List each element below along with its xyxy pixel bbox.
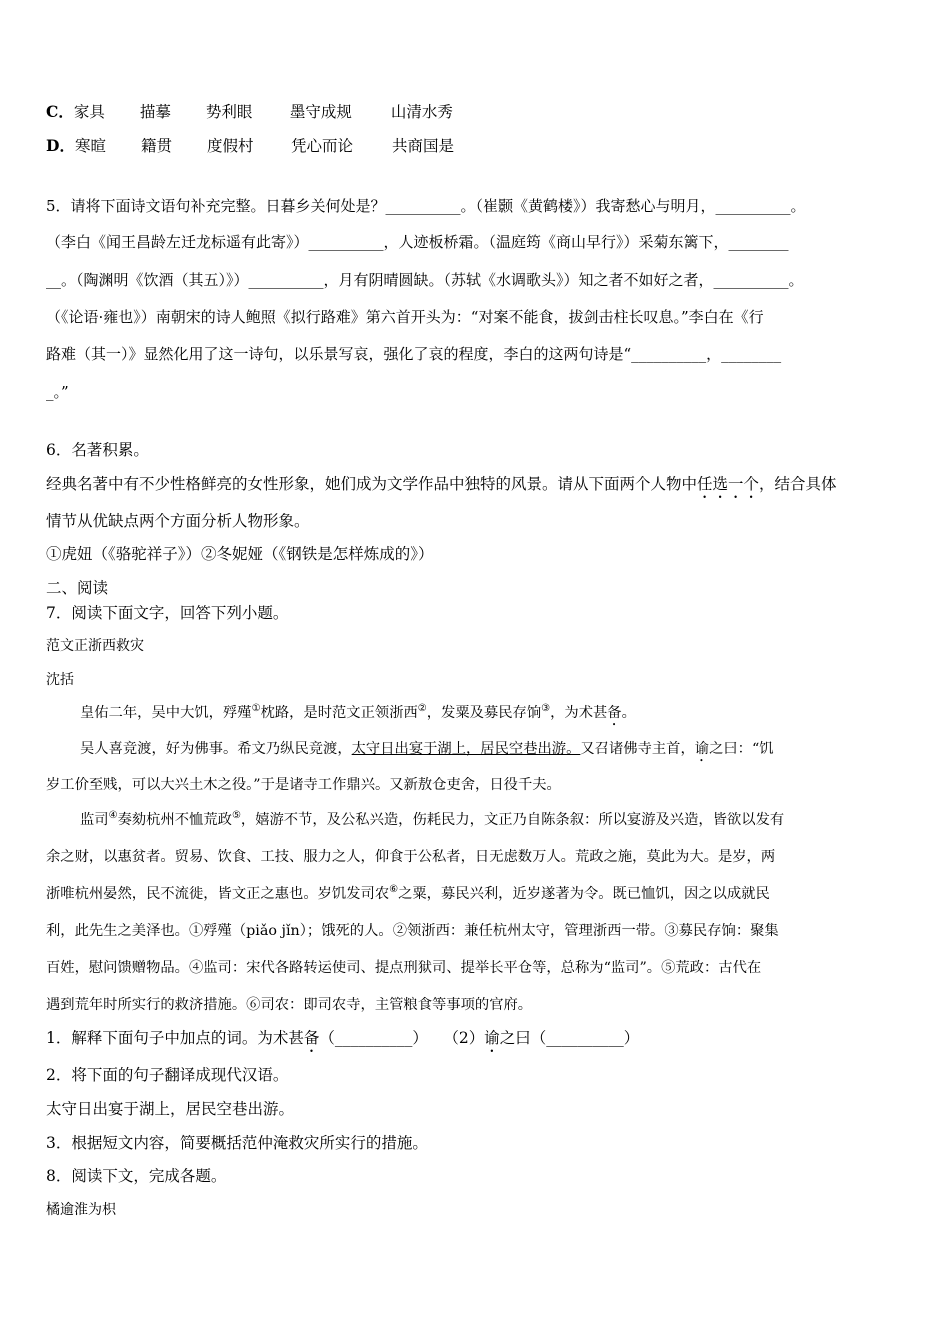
text-segment: 监司 [80, 812, 109, 828]
passage-author: 沈括 [46, 672, 74, 688]
text-segment: 又召诸佛寺主首， [580, 741, 695, 757]
passage-paragraph [80, 739, 774, 765]
passage-paragraph [80, 703, 636, 729]
q5-line: （《论语·雍也》）南朝宋的诗人鲍照《拟行路难》第六首开头为：“对案不能食，拔剑击柱长叹息。”李白在《行 [46, 308, 764, 326]
footnote-marker: ① [251, 703, 261, 715]
section-heading: 二、阅读 [46, 579, 109, 597]
footnote-marker: ② [417, 703, 427, 715]
q6-text-segment: ，结合具体 [759, 475, 837, 493]
q6-choices: ①虎妞（《骆驼祥子》）②冬妮娅（《钢铁是怎样炼成的》） [46, 545, 434, 563]
q6-text-segment: 经典名著中有不少性格鲜亮的女性形象，她们成为文学作品中独特的风景。请从下面两个人物中 [46, 475, 698, 493]
q5-line: __。（陶渊明《饮酒（其五）》）__________，月有阴晴圆缺。（苏轼《水调歌头》）知之者不如好之者，__________。 [46, 271, 804, 289]
option-c-item: 势利眼 [205, 103, 253, 121]
option-c-label: C． [46, 102, 74, 121]
text-segment: 之粟，募民兴利，近岁遂著为令。既已恤饥，因之以成就民 [398, 886, 770, 902]
q8-title: 8．阅读下文，完成各题。 [46, 1167, 227, 1185]
q5-line: 路难（其一）》显然化用了这一诗句，以乐景写哀，强化了哀的程度，李白的这两句诗是“__________，________ [46, 345, 782, 363]
option-d-item: 寒暄 [74, 137, 106, 155]
text-segment: 枕路，是时范文正领浙西 [260, 705, 418, 721]
passage-line: 百姓，慰问馈赠物品。④监司：宋代各路转运使司、提点刑狱司、提举长平仓等，总称为“监司”。⑤荒政：古代在 [46, 960, 762, 976]
sub-question: 2．将下面的句子翻译成现代汉语。 [46, 1066, 289, 1084]
sub-question: 3．根据短文内容，简要概括范仲淹救灾所实行的措施。 [46, 1134, 428, 1152]
option-c-item: 家具 [73, 103, 105, 121]
underlined-sentence: 太守日出宴于湖上，居民空巷出游。 [351, 741, 581, 757]
passage-title: 橘逾淮为枳 [46, 1202, 116, 1218]
option-d-label: D． [46, 136, 75, 155]
q7-title: 7．阅读下面文字，回答下列小题。 [46, 604, 289, 622]
text-segment: ，发粟及募民存饷 [426, 705, 542, 721]
text-segment: 之曰：“饥 [709, 741, 774, 757]
q6-dotted-text: 任选一个 [697, 475, 760, 493]
option-c-item: 山清水秀 [390, 103, 453, 121]
text-segment: ，为术甚 [550, 705, 608, 721]
text-segment: 吴人喜竞渡，好为佛事。希文乃纵民竞渡， [80, 741, 352, 757]
passage-title: 范文正浙西救灾 [46, 638, 144, 654]
q6-text: 情节从优缺点两个方面分析人物形象。 [46, 512, 310, 530]
dotted-word: 备 [303, 1029, 320, 1047]
passage-paragraph [80, 810, 784, 830]
option-d-item: 共商国是 [391, 137, 454, 155]
sub-question [46, 1028, 639, 1056]
text-segment: 奏劾杭州不恤荒政 [117, 812, 232, 828]
dotted-word: 谕 [694, 741, 710, 757]
option-c-item: 墨守成规 [289, 103, 352, 121]
passage-line: 利，此先生之美泽也。①殍殣（piǎo jǐn）；饿死的人。②领浙西：兼任杭州太守，管理浙西一带。③募民存饷：聚集 [46, 923, 779, 939]
passage-line: 余之财，以惠贫者。贸易、饮食、工技、服力之人，仰食于公私者，日无虑数万人。荒政之施，莫此为大。是岁，两 [46, 849, 776, 865]
text-segment: 浙唯杭州晏然，民不流徙，皆文正之惠也。岁饥发司农 [46, 886, 390, 902]
q5-line: _。” [46, 383, 69, 401]
passage-line [46, 884, 770, 904]
footnote-marker: ③ [541, 703, 551, 715]
option-c-row [46, 102, 453, 122]
q6-text [46, 474, 837, 502]
translation-sentence: 太守日出宴于湖上，居民空巷出游。 [46, 1100, 295, 1118]
option-d-row [46, 136, 454, 156]
text-segment: 。 [621, 705, 636, 721]
text-segment: 1．解释下面句子中加点的词。为术甚 [46, 1029, 304, 1047]
passage-line: 遇到荒年时所实行的救济措施。⑥司农：即司农寺，主管粮食等事项的官府。 [46, 997, 533, 1013]
q5-line: （李白《闻王昌龄左迁龙标遥有此寄》）__________，人迹板桥霜。（温庭筠《商山早行》）采菊东篱下，________ [46, 233, 789, 251]
option-c-item: 描摹 [139, 103, 171, 121]
dotted-word: 备 [607, 705, 622, 721]
footnote-marker: ④ [108, 810, 118, 822]
passage-line: 岁工价至贱，可以大兴土木之役。”于是诸寺工作鼎兴。又新敖仓吏舍，日役千夫。 [46, 777, 561, 793]
footnote-marker: ⑥ [389, 884, 399, 896]
option-d-item: 凭心而论 [290, 137, 353, 155]
option-d-item: 度假村 [206, 137, 254, 155]
dotted-word: 谕 [484, 1029, 500, 1047]
text-segment: 皇佑二年，吴中大饥，殍殣 [80, 705, 252, 721]
text-segment: 之曰（__________） [499, 1029, 640, 1047]
text-segment: （__________） （2） [319, 1029, 485, 1047]
option-d-item: 籍贯 [140, 137, 172, 155]
q5-line: 5．请将下面诗文语句补充完整。日暮乡关何处是？__________。（崔颢《黄鹤楼》）我寄愁心与明月，__________。 [46, 197, 806, 215]
q6-title: 6．名著积累。 [46, 441, 149, 459]
footnote-marker: ⑤ [231, 810, 241, 822]
text-segment: ，嬉游不节，及公私兴造，伤耗民力，文正乃自陈条叙：所以宴游及兴造，皆欲以发有 [240, 812, 785, 828]
